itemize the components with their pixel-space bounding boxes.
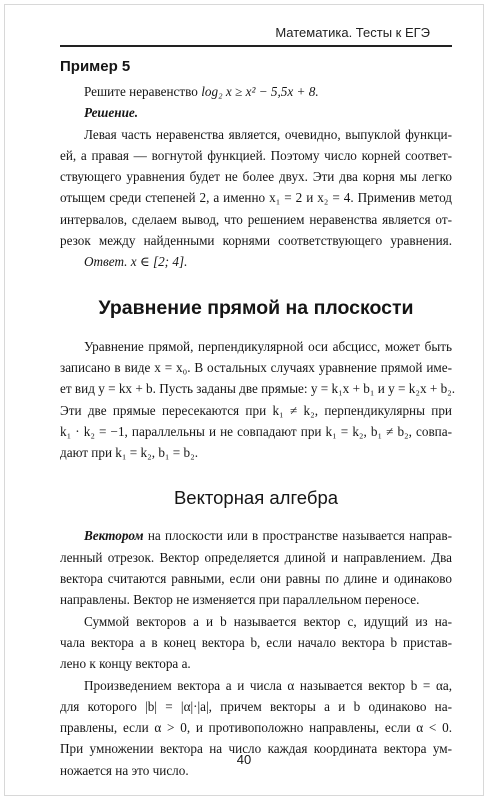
text-line: правлены, если α > 0, и противоположно направлены, если α < 0. [60,720,452,736]
solution-text [60,124,452,252]
text-line: Вектором на плоскости или в пространстве называется направ- [84,528,453,544]
text-line: дают при k₁ = k₂, b₁ = b₂. [60,445,199,461]
text-line: ножается на это число. [60,762,189,778]
text-line: отыщем среди степеней 2, а именно x₁ = 2 и x₂ = 4. Применив метод [60,190,452,206]
page-number: 40 [236,752,252,767]
text-line: При умножении вектора на число каждая координата вектора ум- [60,741,452,757]
task-prefix: Решите неравенство [84,84,198,99]
text-line: ет вид y = kx + b. Пусть заданы две прямые: y = k₁x + b₁ и y = k₂x + b₂. [60,381,456,397]
answer-value: x ∈ [2; 4]. [130,254,188,270]
text-line: Суммой векторов a и b называется вектор c, идущий из на- [84,613,452,629]
task-formula: log₂ x ≥ x² − 5,5x + 8. [201,84,319,99]
running-header [60,23,452,47]
example-task [60,81,452,102]
text-line: ствующего уравнения будет не более двух. Эти два корня мы легко [60,169,452,185]
text-line: вектора считаются равными, если они равны по длине и одинаково [60,571,452,587]
vector-paragraph-2 [60,611,452,675]
text-line: k₁ · k₂ = −1, параллельны и не совпадают при k₁ = k₂, b₁ ≠ b₂, совпа- [60,423,452,439]
example-title: Пример 5 [60,58,131,75]
text-line: Эти две прямые пересекаются при k₁ ≠ k₂, перпендикулярны при [60,402,452,418]
answer [60,251,452,272]
text-line: Левая часть неравенства является, очевидно, выпуклой функци- [84,126,452,142]
solution-label: Решение. [84,105,139,121]
text-line: для которого |b| = |α|·|a|, причем векторы a и b одинаково на- [60,698,452,714]
text-line: интервалов, сделаем вывод, что решением неравенства является от- [60,211,452,227]
line-equation-text [60,336,456,464]
text-line: резок между найденными корнями соответствующего уравнения. [60,233,452,249]
text-line: Произведением вектора a и числа α называется вектор b = αa, [84,677,452,693]
text-line: ей, а правая — вогнутой функцией. Поэтому число корней соответ- [60,147,452,163]
page-content [60,50,456,781]
section-title-line-equation: Уравнение прямой на плоскости [98,296,414,319]
text-line: чала вектора a в конец вектора b, если начало вектора b пристав- [60,634,452,650]
vector-paragraph-1 [60,525,452,610]
text-line: ленный отрезок. Вектор определяется длиной и направлением. Два [60,549,452,565]
section-title-vector-algebra: Векторная алгебра [173,487,339,509]
text-line: записано в виде x = x₀. В остальных случаях уравнение прямой име- [60,359,452,375]
text-line: Уравнение прямой, перпендикулярной оси абсцисс, может быть [84,338,452,354]
term-vector: Вектором [84,528,144,544]
running-title: Математика. Тесты к ЕГЭ [275,25,430,40]
answer-label: Ответ. [84,254,128,270]
text-line: лено к концу вектора a. [60,656,191,672]
text-line: направлены. Вектор не изменяется при параллельном переносе. [60,592,420,608]
